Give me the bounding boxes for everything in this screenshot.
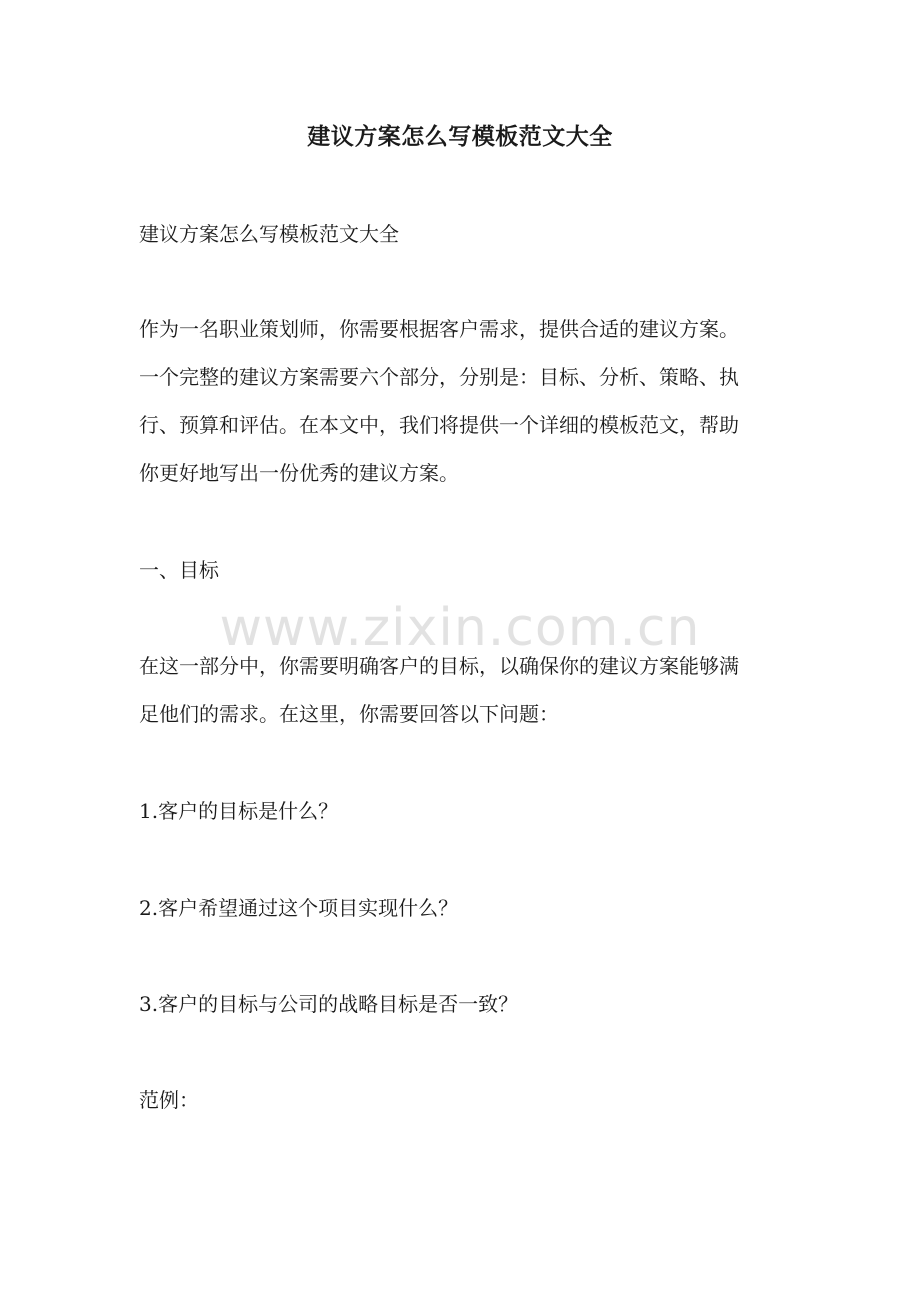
question-item: 3.客户的目标与公司的战略目标是否一致？ [139, 992, 519, 1016]
example-label: 范例： [139, 1088, 199, 1112]
section-line: 在这一部分中，你需要明确客户的目标，以确保你的建议方案能够满 [139, 654, 739, 678]
intro-line: 作为一名职业策划师，你需要根据客户需求，提供合适的建议方案。 [139, 317, 739, 341]
intro-paragraph [139, 305, 819, 497]
intro-line: 行、预算和评估。在本文中，我们将提供一个详细的模板范文，帮助 [139, 413, 739, 437]
section-heading: 一、目标 [139, 558, 219, 582]
intro-line: 一个完整的建议方案需要六个部分，分别是：目标、分析、策略、执 [139, 365, 739, 389]
document-subtitle: 建议方案怎么写模板范文大全 [139, 222, 399, 246]
watermark: www.zixin.com.cn [219, 598, 701, 658]
document-title: 建议方案怎么写模板范文大全 [307, 123, 613, 150]
section-line: 足他们的需求。在这里，你需要回答以下问题： [139, 702, 559, 726]
question-item: 2.客户希望通过这个项目实现什么？ [139, 896, 459, 920]
section-paragraph [139, 642, 819, 738]
question-item: 1.客户的目标是什么？ [139, 799, 339, 823]
intro-line: 你更好地写出一份优秀的建议方案。 [139, 461, 459, 485]
